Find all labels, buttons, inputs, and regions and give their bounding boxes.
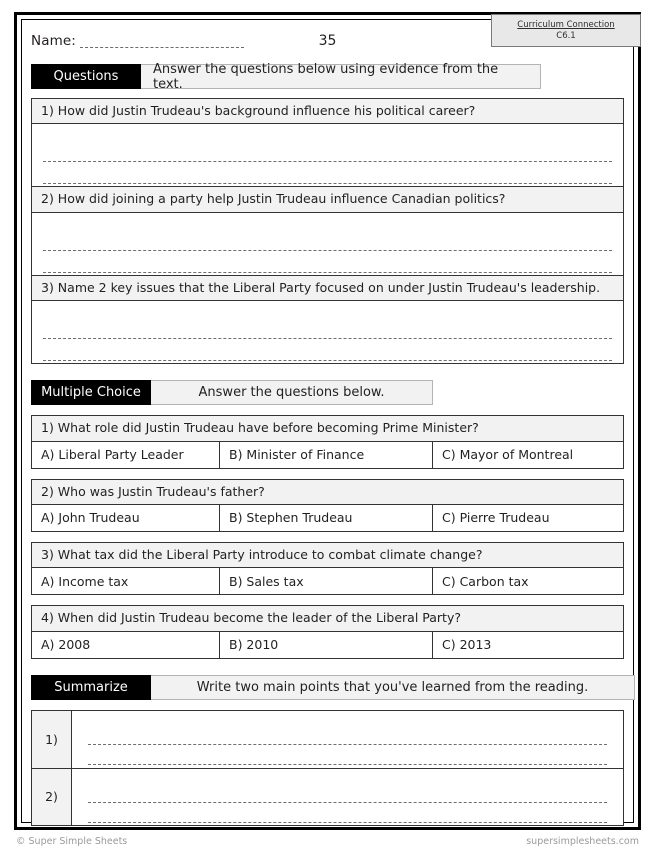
multiple-choice-option[interactable]: B) Minister of Finance [220, 442, 433, 468]
curriculum-connection-code: C6.1 [556, 30, 576, 41]
multiple-choice-option[interactable]: C) Carbon tax [442, 573, 529, 589]
multiple-choice-options [32, 632, 623, 658]
write-line[interactable] [88, 783, 607, 803]
multiple-choice-option[interactable]: A) Liberal Party Leader [32, 442, 220, 468]
multiple-choice-options [32, 505, 623, 531]
write-line[interactable] [43, 317, 612, 339]
multiple-choice-option[interactable]: B) Sales tax [220, 568, 433, 594]
open-response-block [32, 186, 623, 274]
name-input-line[interactable] [80, 35, 244, 48]
multiple-choice-block [31, 542, 624, 595]
write-line[interactable] [43, 140, 612, 162]
write-line[interactable] [43, 251, 612, 273]
summarize-row-number: 1) [32, 711, 72, 768]
website-text: supersimplesheets.com [526, 836, 639, 847]
summarize-section-header [31, 675, 624, 700]
summarize-row [32, 711, 623, 768]
summarize-section-tag: Summarize [31, 675, 151, 700]
multiple-choice-option[interactable]: C) 2013 [442, 637, 492, 653]
open-response-block [32, 99, 623, 186]
open-response-answer-area[interactable] [32, 213, 623, 275]
multiple-choice-question: 2) Who was Justin Trudeau's father? [32, 480, 623, 505]
curriculum-connection-title: Curriculum Connection [517, 19, 615, 30]
multiple-choice-options [32, 442, 623, 468]
worksheet-content [22, 20, 633, 822]
multiple-choice-option[interactable]: B) 2010 [220, 632, 433, 658]
multiple-choice-section-instruction: Answer the questions below. [151, 380, 433, 405]
page-footer [16, 836, 639, 847]
curriculum-connection-badge [491, 14, 641, 47]
open-response-table [31, 98, 624, 364]
multiple-choice-option[interactable]: B) Stephen Trudeau [220, 505, 433, 531]
multiple-choice-options [32, 568, 623, 594]
multiple-choice-option[interactable]: A) John Trudeau [32, 505, 220, 531]
summarize-table [31, 710, 624, 826]
copyright-text: © Super Simple Sheets [16, 836, 128, 847]
summarize-answer-area[interactable] [72, 711, 623, 768]
open-response-question: 2) How did joining a party help Justin Trudeau influence Canadian politics? [32, 186, 623, 212]
multiple-choice-block [31, 605, 624, 658]
summarize-row [32, 768, 623, 825]
multiple-choice-option[interactable]: C) Mayor of Montreal [442, 447, 574, 462]
multiple-choice-question: 3) What tax did the Liberal Party introduce to combat climate change? [32, 543, 623, 568]
multiple-choice-question: 4) When did Justin Trudeau become the leader of the Liberal Party? [32, 606, 623, 631]
write-line[interactable] [43, 229, 612, 251]
open-response-answer-area[interactable] [32, 301, 623, 363]
multiple-choice-question: 1) What role did Justin Trudeau have before becoming Prime Minister? [32, 416, 623, 441]
questions-section-instruction: Answer the questions below using evidence from the text. [141, 64, 541, 89]
multiple-choice-option[interactable]: A) 2008 [32, 632, 220, 658]
write-line[interactable] [88, 803, 607, 823]
open-response-question: 3) Name 2 key issues that the Liberal Party focused on under Justin Trudeau's leadership. [32, 275, 623, 301]
open-response-question: 1) How did Justin Trudeau's background influence his political career? [32, 99, 623, 124]
multiple-choice-section-header [31, 380, 624, 405]
open-response-answer-area[interactable] [32, 124, 623, 186]
multiple-choice-option[interactable]: C) Pierre Trudeau [442, 510, 550, 526]
write-line[interactable] [43, 339, 612, 361]
summarize-row-number: 2) [32, 769, 72, 825]
multiple-choice-block [31, 415, 624, 468]
write-line[interactable] [88, 725, 607, 745]
questions-section-tag: Questions [31, 64, 141, 89]
open-response-block [32, 275, 623, 363]
summarize-answer-area[interactable] [72, 769, 623, 825]
write-line[interactable] [43, 162, 612, 184]
worksheet-page-border [14, 12, 641, 830]
multiple-choice-section-tag: Multiple Choice [31, 380, 151, 405]
worksheet-inner-border [21, 19, 634, 823]
name-label: Name: [31, 33, 76, 49]
page-number: 35 [318, 33, 337, 49]
multiple-choice-block [31, 479, 624, 532]
questions-section-header [31, 61, 624, 92]
multiple-choice-option[interactable]: A) Income tax [32, 568, 220, 594]
write-line[interactable] [88, 745, 607, 765]
summarize-section-instruction: Write two main points that you've learned from the reading. [151, 675, 635, 700]
